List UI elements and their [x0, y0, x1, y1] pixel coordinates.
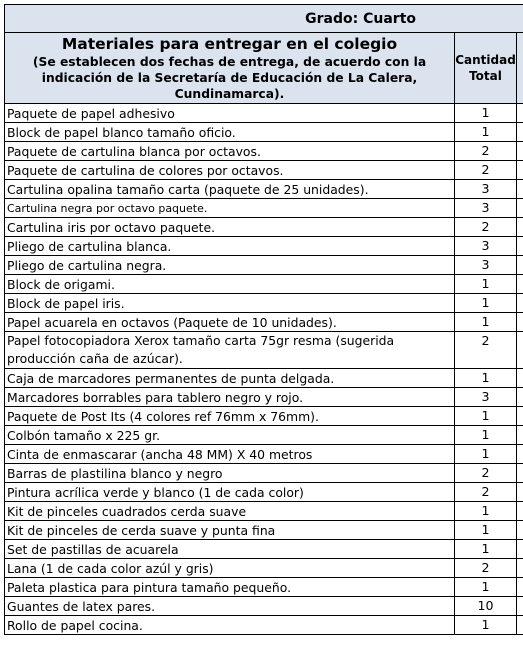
extra-column-cell — [517, 464, 523, 483]
extra-column-cell — [517, 123, 523, 142]
item-quantity: 3 — [455, 256, 517, 275]
table-row — [5, 332, 523, 369]
table-row — [5, 199, 523, 218]
extra-column-cell — [517, 256, 523, 275]
table-row — [5, 237, 523, 256]
table-row — [5, 104, 523, 123]
extra-column-cell — [517, 616, 523, 635]
item-name: Caja de marcadores permanentes de punta delgada. — [5, 369, 455, 388]
extra-column-cell — [517, 294, 523, 313]
extra-column-cell — [517, 275, 523, 294]
item-quantity: 2 — [455, 142, 517, 161]
item-quantity: 1 — [455, 294, 517, 313]
item-quantity: 1 — [455, 445, 517, 464]
table-row — [5, 313, 523, 332]
extra-column-cell — [517, 332, 523, 369]
extra-column-cell — [517, 180, 523, 199]
extra-column — [517, 33, 523, 104]
item-name: Paleta plastica para pintura tamaño pequeño. — [5, 578, 455, 597]
item-quantity: 2 — [455, 218, 517, 237]
extra-column-cell — [517, 559, 523, 578]
table-row — [5, 578, 523, 597]
table-row — [5, 464, 523, 483]
extra-column-cell — [517, 388, 523, 407]
table-row — [5, 445, 523, 464]
table-row — [5, 123, 523, 142]
table-row — [5, 407, 523, 426]
extra-column-cell — [517, 313, 523, 332]
extra-column-cell — [517, 578, 523, 597]
item-name: Colbón tamaño x 225 gr. — [5, 426, 455, 445]
table-row — [5, 142, 523, 161]
item-name: Block de papel iris. — [5, 294, 455, 313]
item-name: Kit de pinceles cuadrados cerda suave — [5, 502, 455, 521]
extra-column-cell — [517, 104, 523, 123]
quantity-header — [455, 33, 517, 104]
item-quantity: 1 — [455, 521, 517, 540]
header-subtitle: (Se establecen dos fechas de entrega, de acuerdo con la indicación de la Secretaría de Educación de La Calera, Cundinamarca). — [32, 54, 427, 101]
item-quantity: 2 — [455, 559, 517, 578]
item-name: Pliego de cartulina negra. — [5, 256, 455, 275]
item-name: Cartulina opalina tamaño carta (paquete de 25 unidades). — [5, 180, 455, 199]
table-row — [5, 426, 523, 445]
header-title: Materiales para entregar en el colegio — [61, 34, 398, 53]
item-quantity: 1 — [455, 104, 517, 123]
materials-table — [4, 4, 523, 635]
table-row — [5, 540, 523, 559]
item-name: Cinta de enmascarar (ancha 48 MM) X 40 metros — [5, 445, 455, 464]
extra-column-cell — [517, 483, 523, 502]
table-row — [5, 218, 523, 237]
extra-column-cell — [517, 521, 523, 540]
item-quantity: 3 — [455, 199, 517, 218]
item-name: Pintura acrílica verde y blanco (1 de cada color) — [5, 483, 455, 502]
extra-column-cell — [517, 540, 523, 559]
item-name: Paquete de cartulina de colores por octavos. — [5, 161, 455, 180]
item-quantity: 3 — [455, 388, 517, 407]
item-name: Barras de plastilina blanco y negro — [5, 464, 455, 483]
grade-row — [5, 5, 523, 33]
item-quantity: 1 — [455, 540, 517, 559]
item-quantity: 3 — [455, 237, 517, 256]
item-quantity: 2 — [455, 483, 517, 502]
table-row — [5, 597, 523, 616]
table-row — [5, 256, 523, 275]
item-name: Paquete de Post Its (4 colores ref 76mm x 76mm). — [5, 407, 455, 426]
table-row — [5, 483, 523, 502]
grade-label: Grado: Cuarto — [5, 5, 523, 33]
item-name: Cartulina iris por octavo paquete. — [5, 218, 455, 237]
table-row — [5, 521, 523, 540]
item-quantity: 2 — [455, 464, 517, 483]
item-name: Marcadores borrables para tablero negro y rojo. — [5, 388, 455, 407]
extra-column-cell — [517, 445, 523, 464]
item-name: Paquete de papel adhesivo — [5, 104, 455, 123]
extra-column-cell — [517, 369, 523, 388]
item-quantity: 1 — [455, 616, 517, 635]
extra-column-cell — [517, 218, 523, 237]
table-row — [5, 388, 523, 407]
item-name: Pliego de cartulina blanca. — [5, 237, 455, 256]
item-quantity: 1 — [455, 123, 517, 142]
item-quantity: 1 — [455, 502, 517, 521]
item-name: Papel fotocopiadora Xerox tamaño carta 75gr resma (sugerida producción caña de azúcar). — [5, 332, 455, 369]
item-quantity: 1 — [455, 407, 517, 426]
item-quantity: 10 — [455, 597, 517, 616]
table-row — [5, 161, 523, 180]
item-name: Cartulina negra por octavo paquete. — [5, 199, 455, 218]
table-row — [5, 275, 523, 294]
item-quantity: 1 — [455, 578, 517, 597]
item-name: Papel acuarela en octavos (Paquete de 10 unidades). — [5, 313, 455, 332]
extra-column-cell — [517, 237, 523, 256]
item-quantity: 2 — [455, 161, 517, 180]
table-row — [5, 369, 523, 388]
header-cell — [5, 33, 455, 104]
header-row — [5, 33, 523, 104]
item-quantity: 2 — [455, 332, 517, 369]
quantity-header-line1: Cantidad — [455, 53, 516, 67]
extra-column-cell — [517, 142, 523, 161]
item-name: Set de pastillas de acuarela — [5, 540, 455, 559]
item-name: Block de origami. — [5, 275, 455, 294]
item-name: Kit de pinceles de cerda suave y punta fina — [5, 521, 455, 540]
item-quantity: 1 — [455, 313, 517, 332]
item-quantity: 3 — [455, 180, 517, 199]
extra-column-cell — [517, 502, 523, 521]
quantity-header-line2: Total — [469, 69, 502, 83]
item-name: Rollo de papel cocina. — [5, 616, 455, 635]
table-row — [5, 502, 523, 521]
extra-column-cell — [517, 597, 523, 616]
table-row — [5, 294, 523, 313]
table-row — [5, 559, 523, 578]
extra-column-cell — [517, 199, 523, 218]
table-row — [5, 180, 523, 199]
item-quantity: 1 — [455, 426, 517, 445]
item-name: Lana (1 de cada color azúl y gris) — [5, 559, 455, 578]
item-name: Block de papel blanco tamaño oficio. — [5, 123, 455, 142]
extra-column-cell — [517, 426, 523, 445]
extra-column-cell — [517, 161, 523, 180]
extra-column-cell — [517, 407, 523, 426]
item-quantity: 1 — [455, 369, 517, 388]
item-quantity: 1 — [455, 275, 517, 294]
item-name: Paquete de cartulina blanca por octavos. — [5, 142, 455, 161]
item-name: Guantes de latex pares. — [5, 597, 455, 616]
table-row — [5, 616, 523, 635]
